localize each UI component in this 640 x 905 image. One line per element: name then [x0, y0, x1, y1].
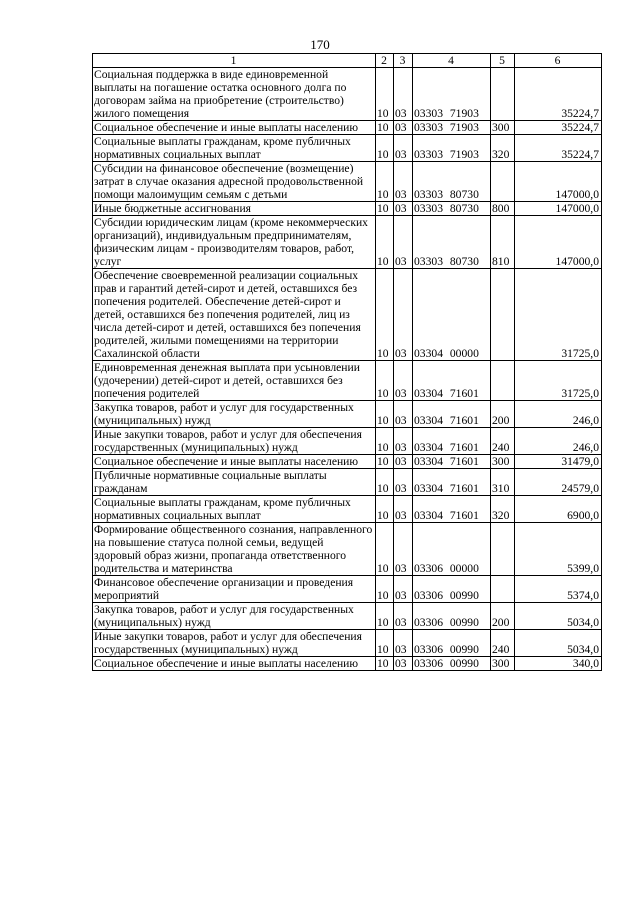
amount: 246,0 — [515, 428, 602, 455]
subsection-code: 03 — [394, 216, 413, 269]
row-name: Социальное обеспечение и иные выплаты населению — [93, 455, 376, 469]
section-code: 10 — [376, 216, 394, 269]
amount: 5034,0 — [515, 603, 602, 630]
table-row — [93, 455, 602, 469]
expense-type-code — [491, 68, 515, 121]
section-code: 10 — [376, 496, 394, 523]
row-name: Социальная поддержка в виде единовременной выплаты на погашение остатка основного долга по договорам займа на приобретение (строительство) жилого помещения — [93, 68, 376, 121]
column-header: 3 — [394, 54, 413, 68]
target-article-code: 03306 00990 — [413, 657, 491, 671]
subsection-code: 03 — [394, 630, 413, 657]
table-row — [93, 202, 602, 216]
target-article-code: 03303 80730 — [413, 216, 491, 269]
row-name: Формирование общественного сознания, направленного на повышение статуса полной семьи, ведущей здоровый образ жизни, пропаганда ответственного родительства и материнства — [93, 523, 376, 576]
target-article-code: 03304 71601 — [413, 496, 491, 523]
section-code: 10 — [376, 269, 394, 361]
table-header-row — [93, 54, 602, 68]
target-article-code: 03304 71601 — [413, 455, 491, 469]
subsection-code: 03 — [394, 401, 413, 428]
amount: 24579,0 — [515, 469, 602, 496]
table-row — [93, 469, 602, 496]
row-name: Субсидии на финансовое обеспечение (возмещение) затрат в случае оказания адресной продовольственной помощи малоимущим семьям с детьми — [93, 162, 376, 202]
section-code: 10 — [376, 135, 394, 162]
section-code: 10 — [376, 428, 394, 455]
expense-type-code: 810 — [491, 216, 515, 269]
table-row — [93, 523, 602, 576]
section-code: 10 — [376, 202, 394, 216]
amount: 31725,0 — [515, 361, 602, 401]
table-row — [93, 496, 602, 523]
amount: 35224,7 — [515, 135, 602, 162]
row-name: Социальные выплаты гражданам, кроме публичных нормативных социальных выплат — [93, 496, 376, 523]
row-name: Закупка товаров, работ и услуг для государственных (муниципальных) нужд — [93, 603, 376, 630]
expense-type-code: 300 — [491, 121, 515, 135]
section-code: 10 — [376, 523, 394, 576]
table-body — [93, 68, 602, 671]
target-article-code: 03303 71903 — [413, 135, 491, 162]
row-name: Социальное обеспечение и иные выплаты населению — [93, 121, 376, 135]
row-name: Иные закупки товаров, работ и услуг для обеспечения государственных (муниципальных) нужд — [93, 630, 376, 657]
target-article-code: 03304 71601 — [413, 361, 491, 401]
expense-type-code — [491, 162, 515, 202]
table-row — [93, 162, 602, 202]
section-code: 10 — [376, 469, 394, 496]
section-code: 10 — [376, 162, 394, 202]
subsection-code: 03 — [394, 202, 413, 216]
expense-type-code — [491, 269, 515, 361]
section-code: 10 — [376, 68, 394, 121]
expense-type-code: 300 — [491, 657, 515, 671]
amount: 147000,0 — [515, 202, 602, 216]
amount: 5034,0 — [515, 630, 602, 657]
target-article-code: 03304 71601 — [413, 428, 491, 455]
subsection-code: 03 — [394, 455, 413, 469]
expense-type-code: 320 — [491, 135, 515, 162]
expense-type-code: 240 — [491, 630, 515, 657]
table-row — [93, 135, 602, 162]
target-article-code: 03304 71601 — [413, 401, 491, 428]
column-header: 2 — [376, 54, 394, 68]
subsection-code: 03 — [394, 68, 413, 121]
expense-type-code — [491, 576, 515, 603]
row-name: Закупка товаров, работ и услуг для государственных (муниципальных) нужд — [93, 401, 376, 428]
target-article-code: 03303 71903 — [413, 121, 491, 135]
section-code: 10 — [376, 361, 394, 401]
expense-type-code: 310 — [491, 469, 515, 496]
expense-type-code: 320 — [491, 496, 515, 523]
subsection-code: 03 — [394, 361, 413, 401]
amount: 5399,0 — [515, 523, 602, 576]
target-article-code: 03306 00990 — [413, 603, 491, 630]
section-code: 10 — [376, 121, 394, 135]
expense-type-code: 300 — [491, 455, 515, 469]
row-name: Иные закупки товаров, работ и услуг для обеспечения государственных (муниципальных) нужд — [93, 428, 376, 455]
expense-type-code: 200 — [491, 401, 515, 428]
expense-type-code — [491, 523, 515, 576]
target-article-code: 03306 00000 — [413, 523, 491, 576]
table-row — [93, 68, 602, 121]
amount: 340,0 — [515, 657, 602, 671]
column-header: 5 — [491, 54, 515, 68]
subsection-code: 03 — [394, 469, 413, 496]
subsection-code: 03 — [394, 135, 413, 162]
amount: 35224,7 — [515, 121, 602, 135]
table-row — [93, 657, 602, 671]
column-header: 6 — [515, 54, 602, 68]
subsection-code: 03 — [394, 603, 413, 630]
column-header: 1 — [93, 54, 376, 68]
amount: 246,0 — [515, 401, 602, 428]
subsection-code: 03 — [394, 428, 413, 455]
row-name: Финансовое обеспечение организации и проведения мероприятий — [93, 576, 376, 603]
subsection-code: 03 — [394, 576, 413, 603]
expense-type-code: 240 — [491, 428, 515, 455]
subsection-code: 03 — [394, 269, 413, 361]
section-code: 10 — [376, 657, 394, 671]
row-name: Социальные выплаты гражданам, кроме публичных нормативных социальных выплат — [93, 135, 376, 162]
table-row — [93, 428, 602, 455]
target-article-code: 03303 71903 — [413, 68, 491, 121]
target-article-code: 03304 00000 — [413, 269, 491, 361]
page-number: 170 — [310, 37, 330, 52]
amount: 31725,0 — [515, 269, 602, 361]
section-code: 10 — [376, 576, 394, 603]
row-name: Единовременная денежная выплата при усыновлении (удочерении) детей-сирот и детей, оставшихся без попечения родителей — [93, 361, 376, 401]
amount: 147000,0 — [515, 162, 602, 202]
column-header: 4 — [413, 54, 491, 68]
table-row — [93, 121, 602, 135]
row-name: Обеспечение своевременной реализации социальных прав и гарантий детей-сирот и детей, оставшихся без попечения родителей. Обеспечение детей-сирот и детей, оставшихся без попечения родителей, лиц из числа детей-сирот и детей, оставшихся без попечения родителей, жилыми помещениями на территории Сахалинской области — [93, 269, 376, 361]
table-row — [93, 603, 602, 630]
row-name: Субсидии юридическим лицам (кроме некоммерческих организаций), индивидуальным предпринимателям, физическим лицам - производителям товаров, работ, услуг — [93, 216, 376, 269]
amount: 5374,0 — [515, 576, 602, 603]
expense-type-code: 200 — [491, 603, 515, 630]
section-code: 10 — [376, 401, 394, 428]
subsection-code: 03 — [394, 523, 413, 576]
section-code: 10 — [376, 603, 394, 630]
target-article-code: 03303 80730 — [413, 202, 491, 216]
expense-type-code: 800 — [491, 202, 515, 216]
amount: 35224,7 — [515, 68, 602, 121]
subsection-code: 03 — [394, 496, 413, 523]
expense-type-code — [491, 361, 515, 401]
row-name: Иные бюджетные ассигнования — [93, 202, 376, 216]
table-row — [93, 630, 602, 657]
budget-table — [92, 53, 602, 671]
amount: 6900,0 — [515, 496, 602, 523]
subsection-code: 03 — [394, 162, 413, 202]
target-article-code: 03304 71601 — [413, 469, 491, 496]
subsection-code: 03 — [394, 121, 413, 135]
amount: 31479,0 — [515, 455, 602, 469]
subsection-code: 03 — [394, 657, 413, 671]
row-name: Социальное обеспечение и иные выплаты населению — [93, 657, 376, 671]
amount: 147000,0 — [515, 216, 602, 269]
target-article-code: 03306 00990 — [413, 576, 491, 603]
section-code: 10 — [376, 630, 394, 657]
section-code: 10 — [376, 455, 394, 469]
row-name: Публичные нормативные социальные выплаты гражданам — [93, 469, 376, 496]
table-row — [93, 269, 602, 361]
table-row — [93, 401, 602, 428]
table-row — [93, 216, 602, 269]
target-article-code: 03306 00990 — [413, 630, 491, 657]
target-article-code: 03303 80730 — [413, 162, 491, 202]
table-row — [93, 361, 602, 401]
table-row — [93, 576, 602, 603]
